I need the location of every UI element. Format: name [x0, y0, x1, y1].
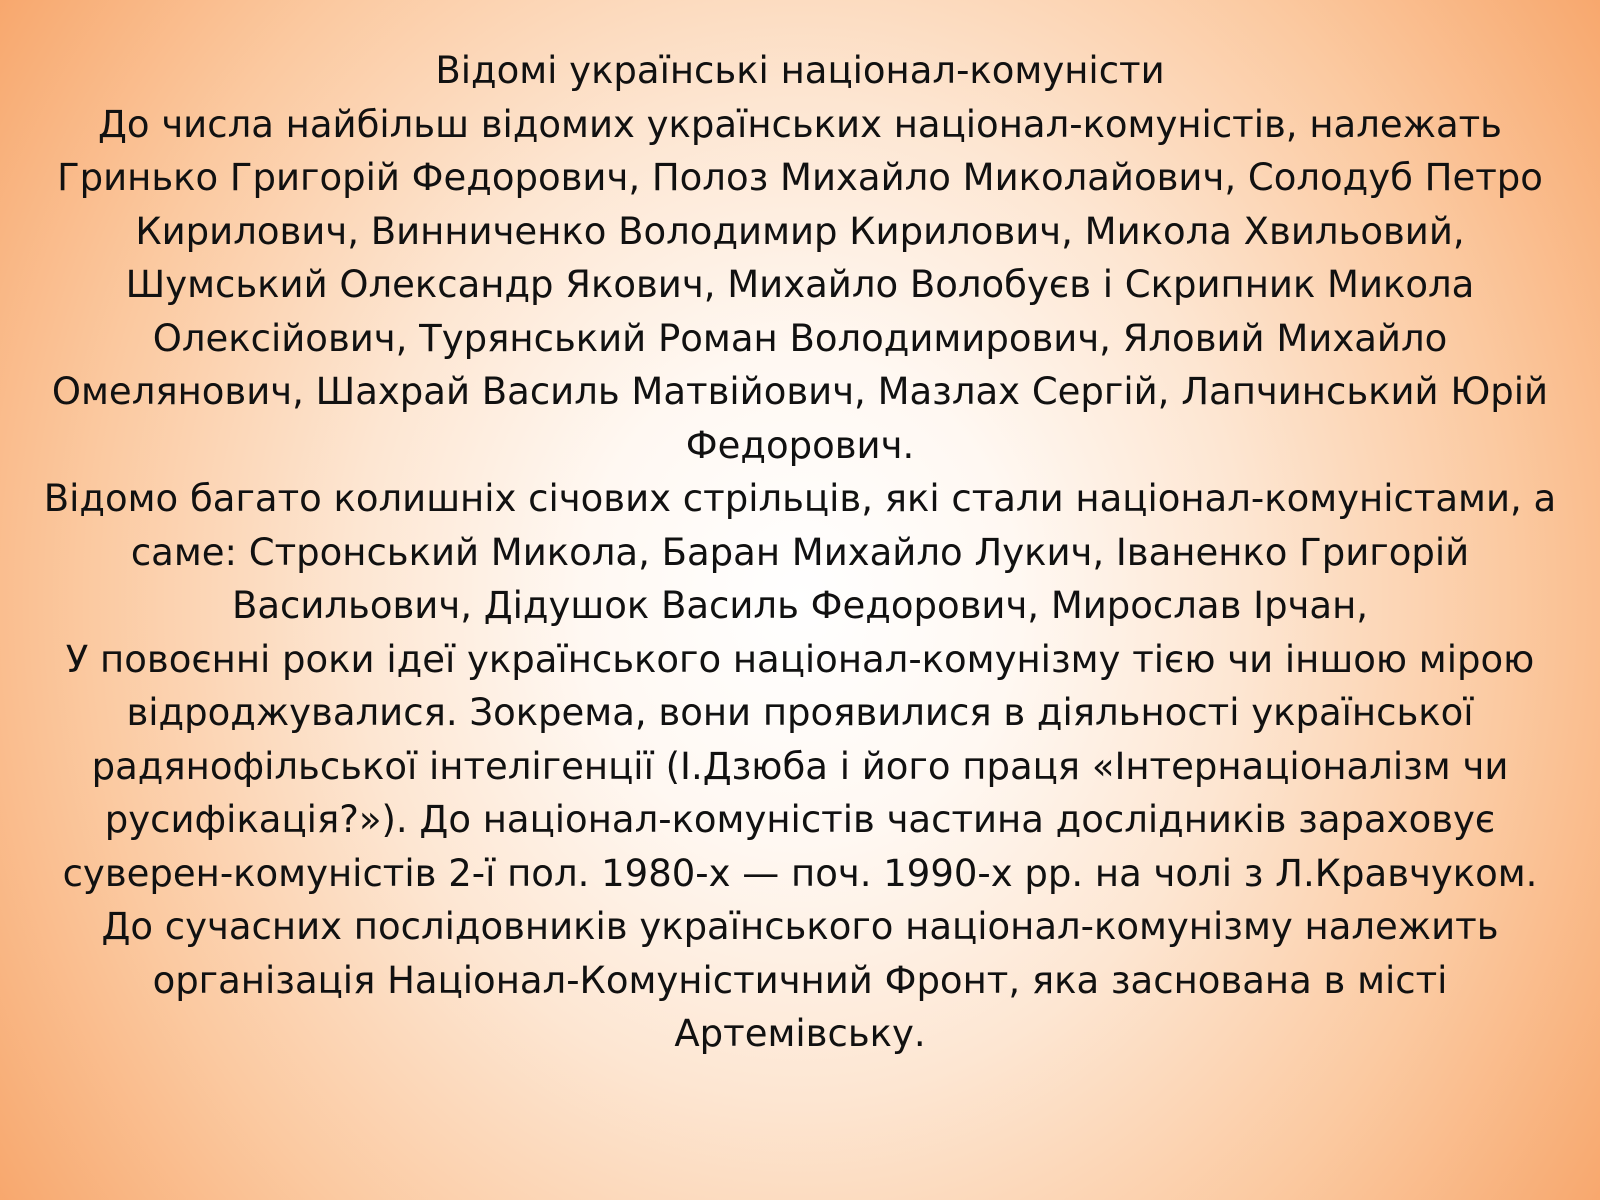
paragraph-sich-riflemen: Відомо багато колишніх січових стрільців, які стали націонал-комуністами, а саме: Стронський Микола, Баран Михайло Лукич, Іваненко Григорій Васильович, Дідушок Василь Федорович, Мирослав Ірчан, [43, 477, 1557, 627]
slide-content [30, 44, 1570, 1061]
paragraph-known-national-communists: До числа найбільш відомих українських націонал-комуністів, належать Гринько Григорій Федорович, Полоз Михайло Миколайович, Солодуб Петро Кирилович, Винниченко Володимир Кирилович, Микола Хвильовий, Шумський Олександр Якович, Михайло Волобуєв і Скрипник Микола Олексійович, Турянський Роман Володимирович, Яловий Михайло Омелянович, Шахрай Василь Матвійович, Мазлах Сергій, Лапчинський Юрій Федорович. [51, 102, 1549, 467]
slide-title: Відомі українські націонал-комуністи [435, 49, 1165, 92]
paragraph-postwar-revival: У повоєнні роки ідеї українського націонал-комунізму тією чи іншою мірою відроджувалися. Зокрема, вони проявилися в діяльності української радянофільської інтелігенції (І.Дзюба і його праця «Інтернаціоналізм чи русифікація?»). До націонал-комуністів частина дослідників зараховує суверен-комуністів 2-ї пол. 1980-х — поч. 1990-х рр. на чолі з Л.Кравчуком. [62, 637, 1538, 895]
paragraph-modern-followers: До сучасних послідовників українського націонал-комунізму належить організація Націонал-Комуністичний Фронт, яка заснована в місті Артемівську. [101, 905, 1499, 1055]
